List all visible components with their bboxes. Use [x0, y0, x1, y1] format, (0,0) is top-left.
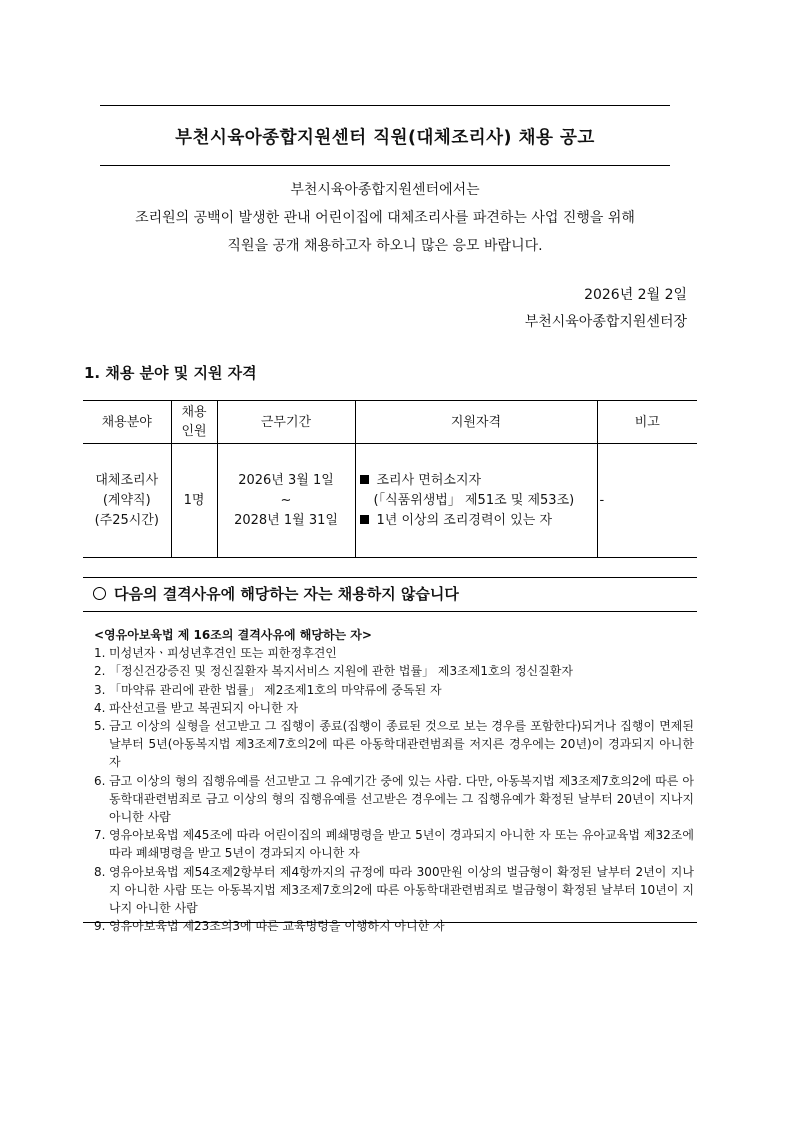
header-count	[171, 401, 217, 444]
intro-line: 부천시육아종합지원센터에서는	[290, 182, 480, 198]
list-item-text: 「정신건강증진 및 정신질환자 복지서비스 지원에 관한 법률」 제3조제1호의 정신질환자	[109, 664, 573, 679]
section-heading-recruitment: 1. 채용 분야 및 지원 자격	[84, 364, 257, 382]
recruitment-table	[83, 400, 697, 558]
cell-period	[217, 444, 355, 558]
header-field: 채용분야	[83, 401, 171, 444]
list-item	[94, 717, 694, 772]
list-item	[94, 826, 694, 862]
list-item-number: 9.	[94, 919, 106, 934]
announcement-date: 2026년 2월 2일	[584, 287, 687, 303]
table-header-row	[83, 401, 697, 444]
list-item	[94, 699, 694, 717]
list-item-text: 파산선고를 받고 복권되지 아니한 자	[109, 700, 299, 715]
issuer-name: 부천시육아종합지원센터장	[524, 314, 687, 330]
circle-icon	[93, 587, 106, 600]
notice-text: 다음의 결격사유에 해당하는 자는 채용하지 않습니다	[114, 585, 459, 603]
list-item-number: 2.	[94, 664, 106, 679]
title-top-rule	[100, 105, 670, 106]
disqualification-heading: <영유아보육법 제 16조의 결격사유에 해당하는 자>	[94, 628, 372, 642]
cell-note: -	[597, 444, 697, 558]
list-item	[94, 917, 694, 935]
period-start: 2026년 3월 1일	[238, 472, 334, 488]
header-note: 비고	[597, 401, 697, 444]
list-item	[94, 772, 694, 827]
qualification-text: 조리사 면허소지자	[376, 472, 482, 488]
list-item-text: 「마약류 관리에 관한 법률」 제2조제1호의 마약류에 중독된 자	[109, 682, 442, 697]
qualification-item	[360, 511, 597, 531]
list-item	[94, 863, 694, 918]
intro-line: 조리원의 공백이 발생한 관내 어린이집에 대체조리사를 파견하는 사업 진행을 위해	[135, 210, 635, 226]
qualification-text: 1년 이상의 조리경력이 있는 자	[376, 512, 552, 528]
list-item-number: 6.	[94, 773, 106, 788]
square-bullet-icon	[360, 475, 369, 484]
header-count-line: 인원	[181, 424, 207, 439]
disqualification-list	[94, 644, 694, 935]
list-item-text: 영유아보육법 제45조에 따라 어린이집의 폐쇄명령을 받고 5년이 경과되지 아니한 자 또는 유아교육법 제32조에 따라 폐쇄명령을 받고 5년이 경과되지 아니한 자	[109, 828, 694, 861]
field-line: (주25시간)	[94, 512, 159, 528]
list-item	[94, 662, 694, 680]
table-row	[83, 444, 697, 558]
period-end: 2028년 1월 31일	[234, 512, 338, 528]
list-item	[94, 644, 694, 662]
list-item-number: 3.	[94, 682, 106, 697]
list-item-number: 7.	[94, 828, 106, 843]
cell-field	[83, 444, 171, 558]
list-item	[94, 681, 694, 699]
intro-text	[70, 176, 700, 260]
square-bullet-icon	[360, 515, 369, 524]
list-item-number: 1.	[94, 646, 106, 661]
header-qualification: 지원자격	[355, 401, 597, 444]
header-count-line: 채용	[181, 405, 207, 420]
disqualification-list-section	[94, 626, 694, 935]
qualification-item	[360, 471, 597, 491]
list-item-text: 금고 이상의 형의 집행유예를 선고받고 그 유예기간 중에 있는 사람. 다만, 아동복지법 제3조제7호의2에 따른 아동학대관련범죄로 금고 이상의 형의 집행유예를 선고받은 경우에는 그 집행유예가 확정된 날부터 20년이 지나지 아니한 사람	[109, 773, 694, 825]
list-item-text: 영유아보육법 제23조의3에 따른 교육명령을 이행하지 아니한 자	[109, 919, 445, 934]
cell-count: 1명	[171, 444, 217, 558]
header-period: 근무기간	[217, 401, 355, 444]
list-item-text: 영유아보육법 제54조제2항부터 제4항까지의 규정에 따라 300만원 이상의 벌금형이 확정된 날부터 2년이 지나지 아니한 사람 또는 아동복지법 제3조제7호의2에 따른 아동학대관련범죄로 벌금형이 확정된 날부터 10년이 지나지 아니한 사람	[109, 864, 694, 916]
qualification-reference: (「식품위생법」 제51조 및 제53조)	[373, 492, 575, 508]
disqualification-notice	[83, 577, 697, 612]
list-item-number: 5.	[94, 719, 106, 734]
intro-line: 직원을 공개 채용하고자 하오니 많은 응모 바랍니다.	[227, 238, 543, 254]
title-bottom-rule	[100, 165, 670, 166]
list-item-text: 금고 이상의 실형을 선고받고 그 집행이 종료(집행이 종료된 것으로 보는 경우를 포함한다)되거나 집행이 면제된 날부터 5년(아동복지법 제3조제7호의2에 따른 아동학대관련범죄를 저지른 경우에는 20년)이 경과되지 아니한 자	[109, 719, 694, 770]
cell-qualification	[355, 444, 597, 558]
list-item-number: 4.	[94, 700, 106, 715]
list-item-text: 미성년자ㆍ피성년후견인 또는 피한정후견인	[109, 646, 337, 661]
period-separator: ~	[280, 492, 292, 508]
field-line: 대체조리사	[95, 472, 159, 488]
list-item-number: 8.	[94, 864, 106, 879]
bottom-rule	[83, 922, 697, 923]
field-line: (계약직)	[102, 492, 151, 508]
page-title: 부천시육아종합지원센터 직원(대체조리사) 채용 공고	[175, 128, 595, 148]
